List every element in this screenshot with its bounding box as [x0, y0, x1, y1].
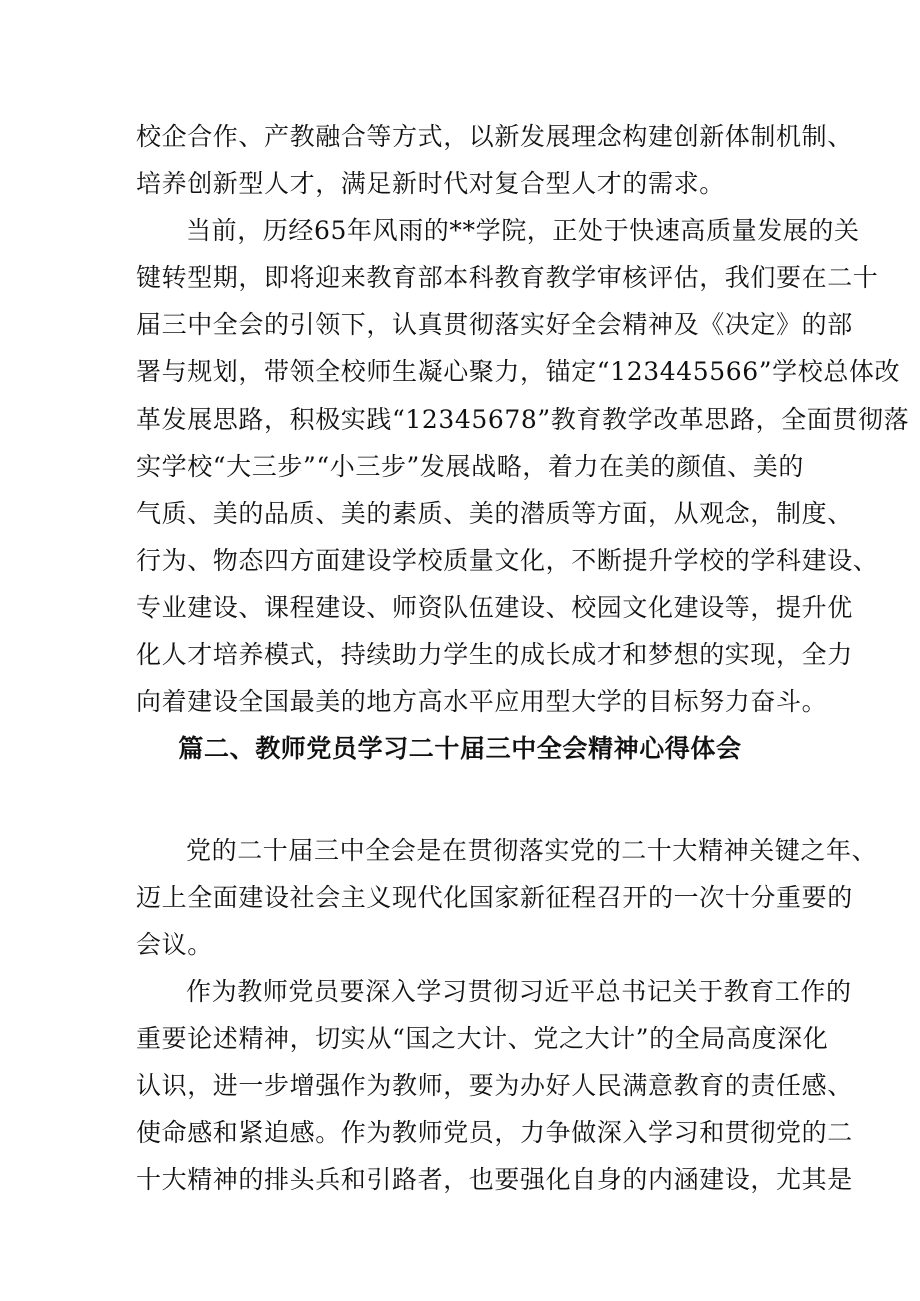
paragraph-2-line-3: 届三中全会的引领下，认真贯彻落实好全会精神及《决定》的部	[136, 310, 853, 339]
paragraph-2-line-4: 署与规划，带领全校师生凝心聚力，锚定“123445566”学校总体改	[136, 357, 901, 386]
paragraph-3-line-2: 迈上全面建设社会主义现代化国家新征程召开的一次十分重要的	[136, 883, 853, 912]
paragraph-2-line-11: 向着建设全国最美的地方高水平应用型大学的目标努力奋斗。	[136, 687, 828, 716]
paragraph-3-line-3: 会议。	[136, 930, 213, 959]
paragraph-2-line-9: 专业建设、课程建设、师资队伍建设、校园文化建设等，提升优	[136, 593, 853, 622]
paragraph-4-line-3: 认识，进一步增强作为教师，要为办好人民满意教育的责任感、	[136, 1071, 853, 1100]
paragraph-2-line-5: 革发展思路，积极实践“12345678”教育教学改革思路，全面贯彻落	[136, 405, 910, 434]
paragraph-4-line-2: 重要论述精神，切实从“国之大计、党之大计”的全局高度深化	[136, 1024, 829, 1053]
paragraph-1-line-1: 校企合作、产教融合等方式，以新发展理念构建创新体制机制、	[136, 122, 853, 151]
paragraph-2-line-6: 实学校“大三步”“小三步”发展战略，着力在美的颜值、美的	[136, 452, 804, 481]
paragraph-4-line-1: 作为教师党员要深入学习贯彻习近平总书记关于教育工作的	[186, 977, 852, 1006]
paragraph-2-line-2: 键转型期，即将迎来教育部本科教育教学审核评估，我们要在二十	[136, 263, 879, 292]
paragraph-4-line-5: 十大精神的排头兵和引路者，也要强化自身的内涵建设，尤其是	[136, 1165, 853, 1194]
paragraph-2-line-7: 气质、美的品质、美的素质、美的潜质等方面，从观念，制度、	[136, 499, 853, 528]
paragraph-4-line-4: 使命感和紧迫感。作为教师党员，力争做深入学习和贯彻党的二	[136, 1118, 853, 1147]
paragraph-3-line-1: 党的二十届三中全会是在贯彻落实党的二十大精神关键之年、	[186, 836, 878, 865]
paragraph-2-line-1: 当前，历经65年风雨的**学院，正处于快速高质量发展的关	[186, 216, 860, 245]
section-heading: 篇二、教师党员学习二十届三中全会精神心得体会	[178, 734, 742, 763]
paragraph-2-line-8: 行为、物态四方面建设学校质量文化，不断提升学校的学科建设、	[136, 546, 879, 575]
paragraph-1-line-2: 培养创新型人才，满足新时代对复合型人才的需求。	[136, 169, 725, 198]
paragraph-2-line-10: 化人才培养模式，持续助力学生的成长成才和梦想的实现，全力	[136, 640, 853, 669]
